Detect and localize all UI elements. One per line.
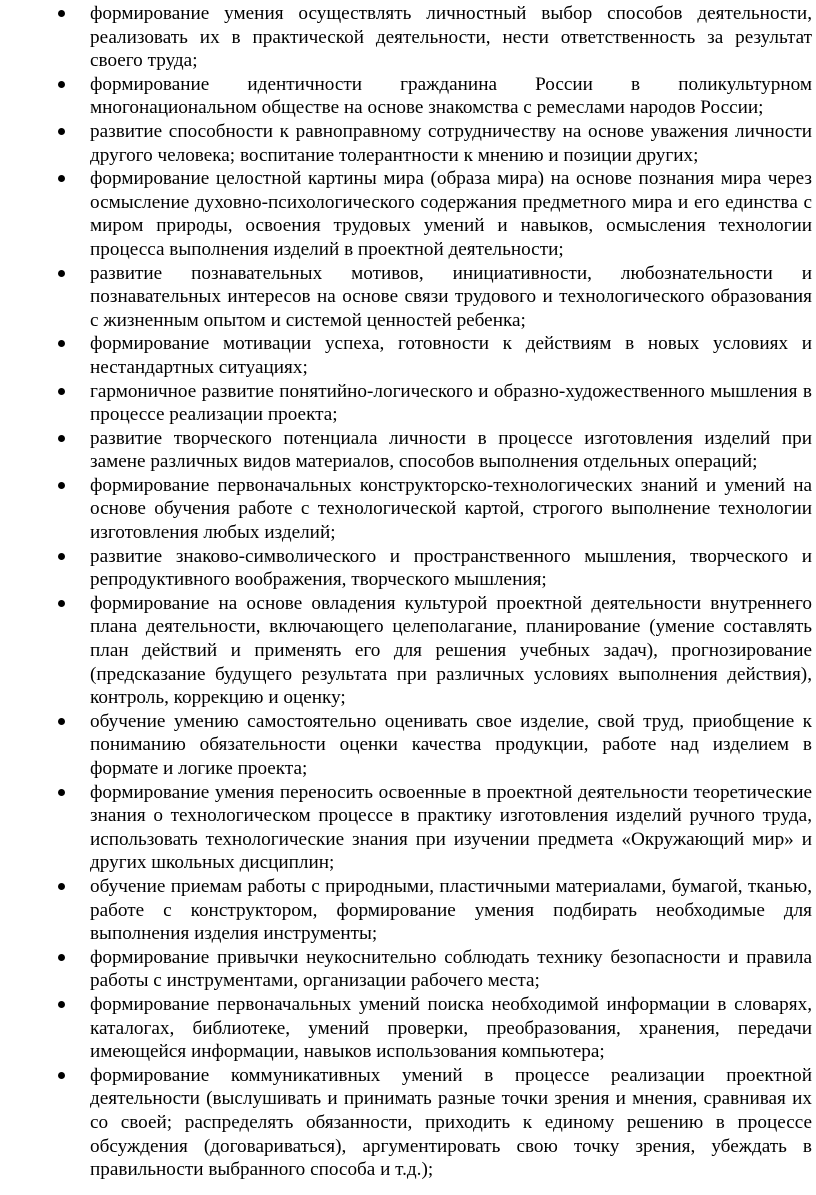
list-item — [0, 73, 812, 120]
list-item — [0, 781, 812, 875]
list-item — [0, 875, 812, 946]
bullet-icon — [58, 175, 65, 182]
bullet-icon — [58, 10, 65, 17]
list-item — [0, 380, 812, 427]
bullet-icon — [58, 482, 65, 489]
bullet-icon — [58, 81, 65, 88]
bullet-icon — [58, 388, 65, 395]
bullet-icon — [58, 270, 65, 277]
list-item-text: формирование привычки неукоснительно соблюдать технику безопасности и правила работы с инструментами, организации рабочего места; — [90, 946, 812, 992]
list-item-text: развитие познавательных мотивов, инициативности, любознательности и познавательных интересов на основе связи трудового и технологического образования с жизненным опытом и системой ценностей ребенка; — [90, 262, 812, 331]
list-item-text: обучение умению самостоятельно оценивать свое изделие, свой труд, приобщение к пониманию обязательности оценки качества продукции, работе над изделием в формате и логике проекта; — [90, 710, 812, 779]
list-item-text: формирование мотивации успеха, готовности к действиям в новых условиях и нестандартных ситуациях; — [90, 333, 812, 378]
list-item-text: формирование умения переносить освоенные в проектной деятельности теоретические знания о технологическом процессе в практику изготовления изделий ручного труда, использовать технологические знания при изучении предмета «Окружающий мир» и других школьных дисциплин; — [90, 781, 812, 874]
list-item-text: формирование коммуникативных умений в процессе реализации проектной деятельности (выслушивать и принимать разные точки зрения и мнения, сравнивая их со своей; распределять обязанности, приходить к единому решению в процессе обсуждения (договариваться), аргументировать свою точку зрения, убеждать в правильности выбранного способа и т.д.); — [90, 1064, 812, 1181]
list-item — [0, 262, 812, 333]
list-item — [0, 427, 812, 474]
bullet-icon — [58, 883, 65, 890]
bullet-icon — [58, 718, 65, 725]
list-item — [0, 545, 812, 592]
list-item — [0, 1064, 812, 1182]
list-item-text: развитие творческого потенциала личности в процессе изготовления изделий при замене различных видов материалов, способов выполнения отдельных операций; — [90, 427, 812, 473]
bullet-list — [0, 2, 812, 1182]
bullet-icon — [58, 1072, 65, 1079]
list-item — [0, 592, 812, 710]
list-item-text: формирование первоначальных умений поиска необходимой информации в словарях, каталогах, библиотеке, умений проверки, преобразования, хранения, передачи имеющейся информации, навыков использования компьютера; — [90, 993, 812, 1063]
list-item-text: формирование целостной картины мира (образа мира) на основе познания мира через осмысление духовно-психологического содержания предметного мира и его единства с миром природы, освоения трудовых умений и навыков, осмысления технологии процесса выполнения изделий в проектной деятельности; — [90, 168, 812, 260]
list-item-text: формирование на основе овладения культурой проектной деятельности внутреннего плана деятельности, включающего целеполагание, планирование (умение составлять план действий и применять его для решения учебных задач), прогнозирование (предсказание будущего результата при различных условиях выполнения действия), контроль, коррекцию и оценку; — [90, 592, 812, 709]
bullet-icon — [58, 789, 65, 796]
list-item — [0, 474, 812, 545]
bullet-icon — [58, 553, 65, 560]
list-item-text: обучение приемам работы с природными, пластичными материалами, бумагой, тканью, работе с конструктором, формирование умения подбирать необходимые для выполнения изделия инструменты; — [90, 875, 812, 945]
bullet-icon — [58, 340, 65, 347]
bullet-icon — [58, 128, 65, 135]
list-item-text: формирование умения осуществлять личностный выбор способов деятельности, реализовать их в практической деятельности, нести ответственность за результат своего труда; — [90, 3, 812, 72]
list-item — [0, 710, 812, 781]
list-item — [0, 332, 812, 379]
bullet-icon — [58, 1001, 65, 1008]
bullet-icon — [58, 600, 65, 607]
list-item-text: развитие знаково-символического и пространственного мышления, творческого и репродуктивного воображения, творческого мышления; — [90, 545, 812, 591]
list-item — [0, 946, 812, 993]
list-item-text: развитие способности к равноправному сотрудничеству на основе уважения личности другого человека; воспитание толерантности к мнению и позиции других; — [90, 120, 812, 166]
list-item-text: формирование идентичности гражданина России в поликультурном многонациональном обществе на основе знакомства с ремеслами народов России; — [90, 73, 812, 119]
list-item-text: гармоничное развитие понятийно-логического и образно-художественного мышления в процессе реализации проекта; — [90, 380, 812, 426]
bullet-icon — [58, 954, 65, 961]
list-item-text: формирование первоначальных конструкторско-технологических знаний и умений на основе обучения работе с технологической картой, строгого выполнение технологии изготовления любых изделий; — [90, 474, 812, 544]
bullet-icon — [58, 435, 65, 442]
list-item — [0, 167, 812, 261]
list-item — [0, 120, 812, 167]
list-item — [0, 2, 812, 73]
list-item — [0, 993, 812, 1064]
